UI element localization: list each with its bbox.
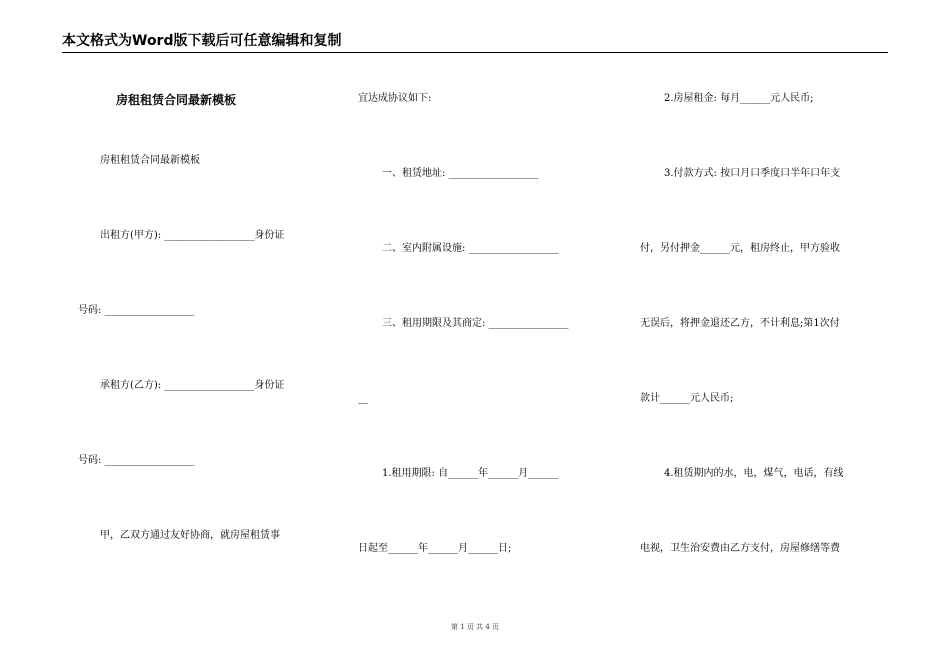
col1-line-5: 号码: __________________ (78, 455, 195, 466)
col3-line-1: 2.房屋租金: 每月______元人民币; (664, 93, 814, 104)
col3-line-2: 3.付款方式: 按口月口季度口半年口年支 (664, 168, 841, 179)
page-footer: 第 1 页 共 4 页 (450, 623, 500, 631)
col1-line-2: 出租方(甲方): __________________身份证 (100, 230, 285, 241)
col3-line-3: 付，另付押金______元，租房终止，甲方验收 (640, 243, 840, 254)
col2-line-7: 日起至______年______月______日; (358, 543, 512, 554)
col1-line-4: 承租方(乙方): __________________身份证 (100, 380, 285, 391)
col2-line-2: 一、租赁地址: __________________ (382, 168, 539, 179)
col3-line-5: 款计______元人民币; (640, 393, 734, 404)
col1-line-3: 号码: __________________ (78, 305, 195, 316)
col3-line-4: 无误后，将押金退还乙方，不计利息;第1次付 (640, 318, 840, 329)
col1-line-6: 甲，乙双方通过友好协商，就房屋租赁事 (100, 530, 280, 541)
col2-line-5: __ (358, 393, 368, 404)
document-banner: 本文格式为Word版下载后可任意编辑和复制 (62, 33, 342, 49)
col1-line-1: 房租租赁合同最新模板 (100, 155, 200, 166)
col3-line-7: 电视，卫生治安费由乙方支付，房屋修缮等费 (640, 543, 840, 554)
col2-line-6: 1.租用期限: 自______年______月______ (382, 468, 559, 479)
document-title: 房租租赁合同最新模板 (116, 93, 237, 107)
col2-line-4: 三、租用期限及其商定: ________________ (382, 318, 569, 329)
col2-line-1: 宜达成协议如下: (358, 93, 432, 104)
header-divider (62, 52, 888, 53)
col2-line-3: 二、室内附属设施: __________________ (382, 243, 559, 254)
col3-line-6: 4.租赁期内的水，电，煤气，电话，有线 (664, 468, 844, 479)
